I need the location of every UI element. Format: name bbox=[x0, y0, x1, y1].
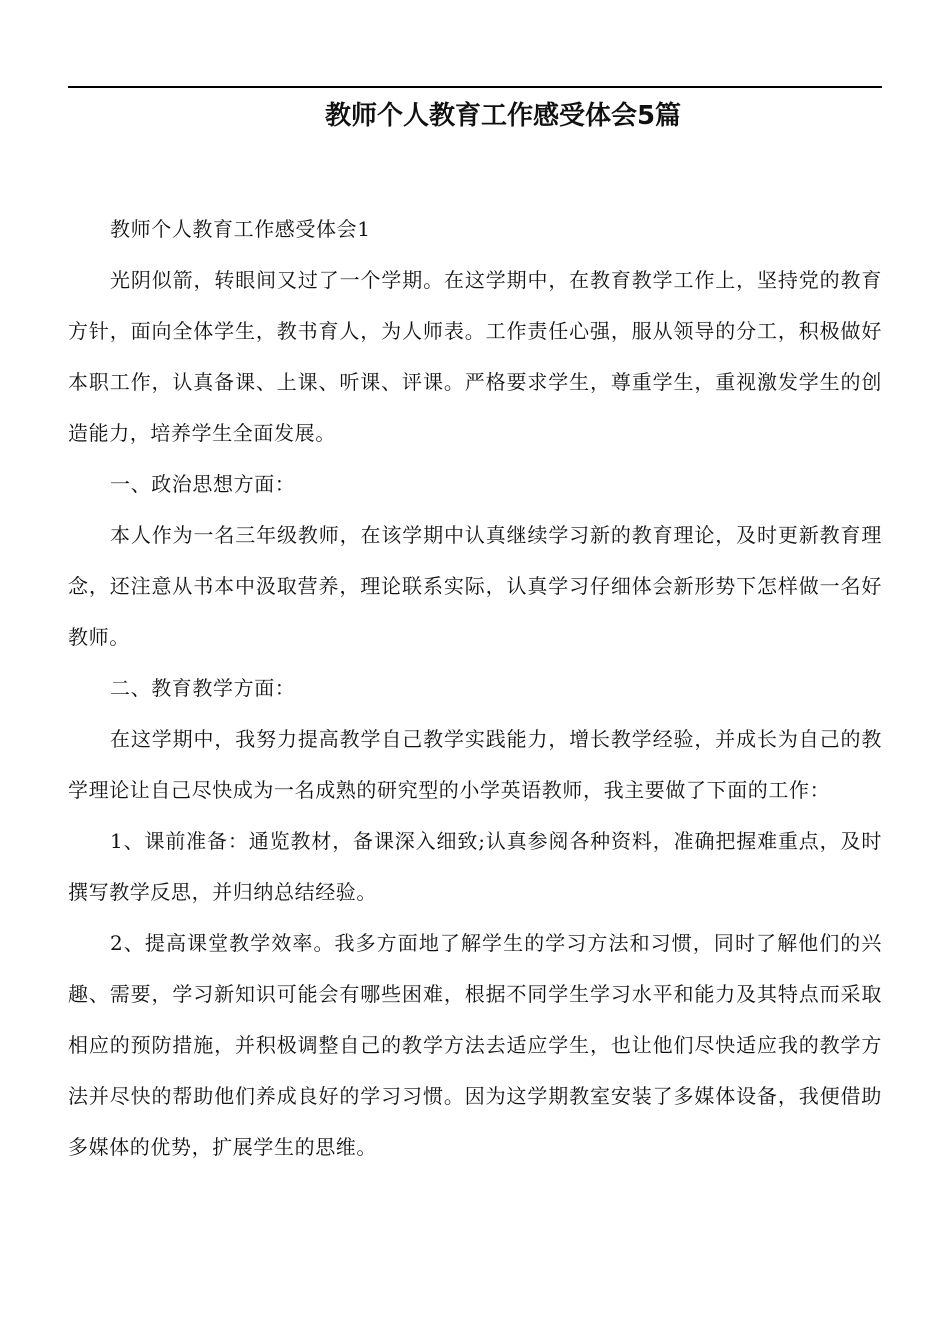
list-item: 2、提高课堂教学效率。我多方面地了解学生的学习方法和习惯，同时了解他们的兴趣、需要，学习新知识可能会有哪些困难，根据不同学生学习水平和能力及其特点而采取相应的预防措施，并积极调整自己的教学方法去适应学生，也让他们尽快适应我的教学方法并尽快的帮助他们养成良好的学习习惯。因为这学期教室安装了多媒体设备，我便借助多媒体的优势，扩展学生的思维。 bbox=[68, 931, 882, 1159]
section-heading: 教师个人教育工作感受体会1 bbox=[110, 217, 371, 241]
header-rule bbox=[68, 86, 882, 88]
subsection-heading: 一、政治思想方面： bbox=[110, 472, 296, 496]
paragraph: 本人作为一名三年级教师，在该学期中认真继续学习新的教育理论，及时更新教育理念，还注意从书本中汲取营养，理论联系实际，认真学习仔细体会新形势下怎样做一名好教师。 bbox=[68, 523, 882, 649]
paragraph: 光阴似箭，转眼间又过了一个学期。在这学期中，在教育教学工作上，坚持党的教育方针，面向全体学生，教书育人，为人师表。工作责任心强，服从领导的分工，积极做好本职工作，认真备课、上课、听课、评课。严格要求学生，尊重学生，重视激发学生的创造能力，培养学生全面发展。 bbox=[68, 268, 882, 445]
list-item: 1、课前准备：通览教材，备课深入细致;认真参阅各种资料，准确把握难重点，及时撰写教学反思，并归纳总结经验。 bbox=[68, 829, 882, 904]
document-body bbox=[68, 204, 882, 1173]
subsection-heading: 二、教育教学方面： bbox=[110, 676, 296, 700]
document-title: 教师个人教育工作感受体会5篇 bbox=[324, 101, 682, 131]
paragraph: 在这学期中，我努力提高教学自己教学实践能力，增长教学经验，并成长为自己的教学理论让自己尽快成为一名成熟的研究型的小学英语教师，我主要做了下面的工作： bbox=[68, 727, 882, 802]
